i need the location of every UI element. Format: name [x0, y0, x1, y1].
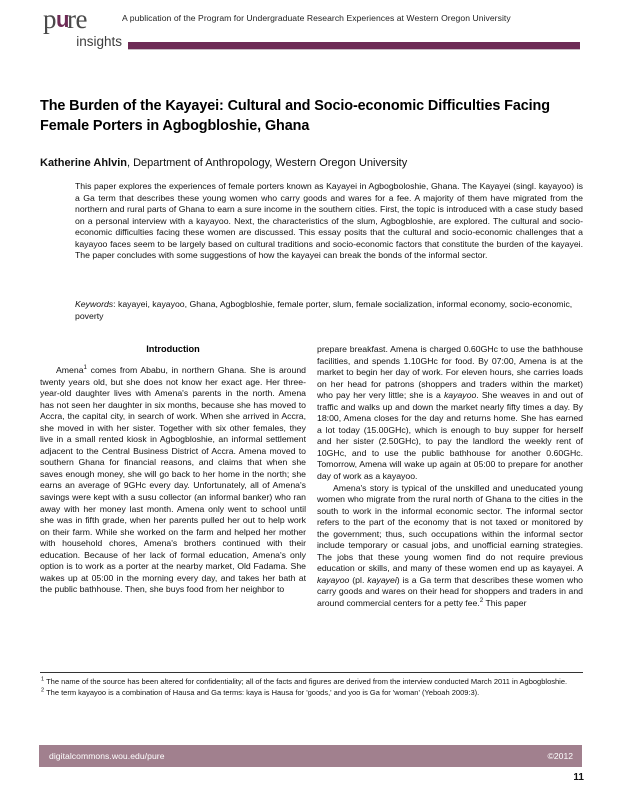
- emphasis-kayayoo: kayayoo: [443, 390, 477, 401]
- logo-letter-u-highlight: u: [56, 7, 67, 32]
- footnote-separator-rule: [40, 672, 583, 673]
- footnote-text: The name of the source has been altered for confidentiality; all of the facts and figures are derived from the interview conducted March 2011 in Agbogbloshie.: [46, 677, 568, 686]
- body-column-left: [40, 365, 306, 596]
- keywords: [75, 299, 583, 322]
- paragraph-text: comes from Ababu, in northern Ghana. She is around twenty years old, but she does not know her exact age. Her three-year-old daughter lives with Amena's parents in the north. Amena has not seen her daughter in six months, because she has moved to Accra, the capital city, in search of work. When she arrived in Accra, she moved in with her sister. Together with six other females, they live in a small rented kiosk in Agbogbloshie, an informal settlement adjacent to the Central Business District of Accra. Amena moved to southern Ghana for financial reasons, and claims that when she saves enough money, she will go back to her home in the north; she earns an average of 9GHc every day. Unfortunately, all of Amena's savings were kept with a susu collector (an informal banker) who ran away with her money last month. Amena only went to school until she was in fifth grade, when her parents pulled her out to help work on their farm. While she worked on the farm and helped her mother with household chores, Amena's brothers continued with their education. Because of her lack of formal education, Amena's only option is to work as a porter at the nearby market, Old Fadama. She wakes up at 05:00 in the morning every day, and takes her bath at the public bathhouse. Then, she buys food from her neighbor to: [40, 365, 306, 595]
- masthead-rule: [128, 42, 580, 50]
- logo-wordmark: [41, 6, 123, 34]
- paragraph-text: This paper: [483, 598, 527, 609]
- page-number: 11: [573, 772, 584, 783]
- logo-letter-p: p: [43, 4, 56, 34]
- footnote-item: [40, 688, 583, 698]
- author-line: [40, 156, 585, 170]
- footer-bar: [39, 745, 582, 767]
- author-affiliation: , Department of Anthropology, Western Oregon University: [127, 157, 408, 169]
- logo-letters-re: re: [66, 4, 87, 34]
- author-name: Katherine Ahlvin: [40, 157, 127, 169]
- paragraph-text: (pl.: [349, 574, 368, 585]
- emphasis-kayayoo: kayayoo: [317, 574, 350, 585]
- masthead-tagline: A publication of the Program for Undergraduate Research Experiences at Western Oregon University: [122, 13, 511, 23]
- keywords-label: Keywords: [75, 299, 114, 309]
- logo-subtitle: insights: [76, 34, 122, 49]
- paragraph-left-1: [40, 365, 306, 596]
- paragraph-text: Amena's story is typical of the unskilled and uneducated young women who migrate from the rural north of Ghana to the cities in the south to work in the informal economic sector. The informal sector refers to the part of the economy that is not taxed or monitored by the government; thus, such occupations within the informal sector include temporary or casual jobs, and unofficial earning strategies. The jobs that these young women find do not require previous education or skills, and many of these women end up as kayayei. A: [317, 482, 583, 574]
- paragraph-right-1: [317, 344, 583, 483]
- footnote-marker-1[interactable]: 1: [83, 364, 87, 372]
- paragraph-text: prepare breakfast. Amena is charged 0.60GHc to use the bathhouse facilities, and spends 1.10GHc for food. By 07:00, Amena is at the market to begin her day of work. For eleven hours, she carries loads on her head for patrons (shoppers and traders within the market) who pay her very little; she is a: [317, 344, 583, 401]
- page-title: The Burden of the Kayayei: Cultural and Socio-economic Difficulties Facing Female Porters in Agbogbloshie, Ghana: [40, 98, 550, 134]
- footnote-number: 2: [41, 687, 45, 694]
- paragraph-text: Amena: [56, 365, 84, 375]
- section-heading-introduction: Introduction: [146, 344, 200, 354]
- paragraph-right-2: [317, 483, 583, 610]
- paragraph-text: . She weaves in and out of traffic and walks up and down the market nearly fifty times a day. By 18:00, Amena closes for the day and returns home. She has earned a lot today (15.00GHc), which is enough to buy supper for herself and her sister (2.50GHc), to pay the landlord the weekly rent of 10GHc, and to use the public bathhouse for another 0.60GHc. Tomorrow, Amena will wake up again at 05:00 to prepare for another day of work as a kayayoo.: [317, 390, 584, 482]
- footnote-number: 1: [41, 676, 45, 683]
- footnote-marker-2[interactable]: 2: [479, 597, 484, 605]
- keywords-value: : kayayei, kayayoo, Ghana, Agbogbloshie, female porter, slum, female socialization, informal economy, socio-economic, poverty: [75, 299, 573, 321]
- abstract-text: This paper explores the experiences of female porters known as Kayayei in Agbogboloshie, Ghana. The Kayayei (singl. kayayoo) is a Ga term that describes these young women who carry goods and wares for a fee. A majority of them have migrated from the northern and rural parts of Ghana to earn a sure income in the southern cities. First, the topic is introduced with a case study based on a personal interview with a kayayoo. Next, the characteristics of the slum, Agbogbloshie, are explored. The cultural and socio-economic difficulties facing these women are discussed. This essay posits that the cultural and socio-economic challenges that a kayayoo faces seem to be largely based on cultural traditions and socio-economic factors that constitute the burden of the kayayei. The paper concludes with some suggestions of how the kayayei can break the bonds of the informal sector.: [75, 181, 583, 261]
- footnote-text: The term kayayoo is a combination of Hausa and Ga terms: kaya is Hausa for 'goods,' and yoo is Ga for 'woman' (Yeboah 2009:3).: [46, 688, 480, 698]
- emphasis-kayayei: kayayei: [367, 574, 397, 585]
- pure-insights-logo: [41, 6, 123, 49]
- paragraph-text: ) is a Ga term that describes these women who carry goods and wares on their head for shoppers and traders in and around commercial centers for a petty fee.: [317, 574, 583, 609]
- body-column-right: [317, 344, 583, 610]
- footnotes-section: [40, 672, 583, 699]
- footer-copyright: ©2012: [547, 751, 573, 761]
- footnote-item: [40, 677, 583, 687]
- footer-url-link[interactable]: digitalcommons.wou.edu/pure: [49, 751, 165, 761]
- masthead: [0, 0, 618, 62]
